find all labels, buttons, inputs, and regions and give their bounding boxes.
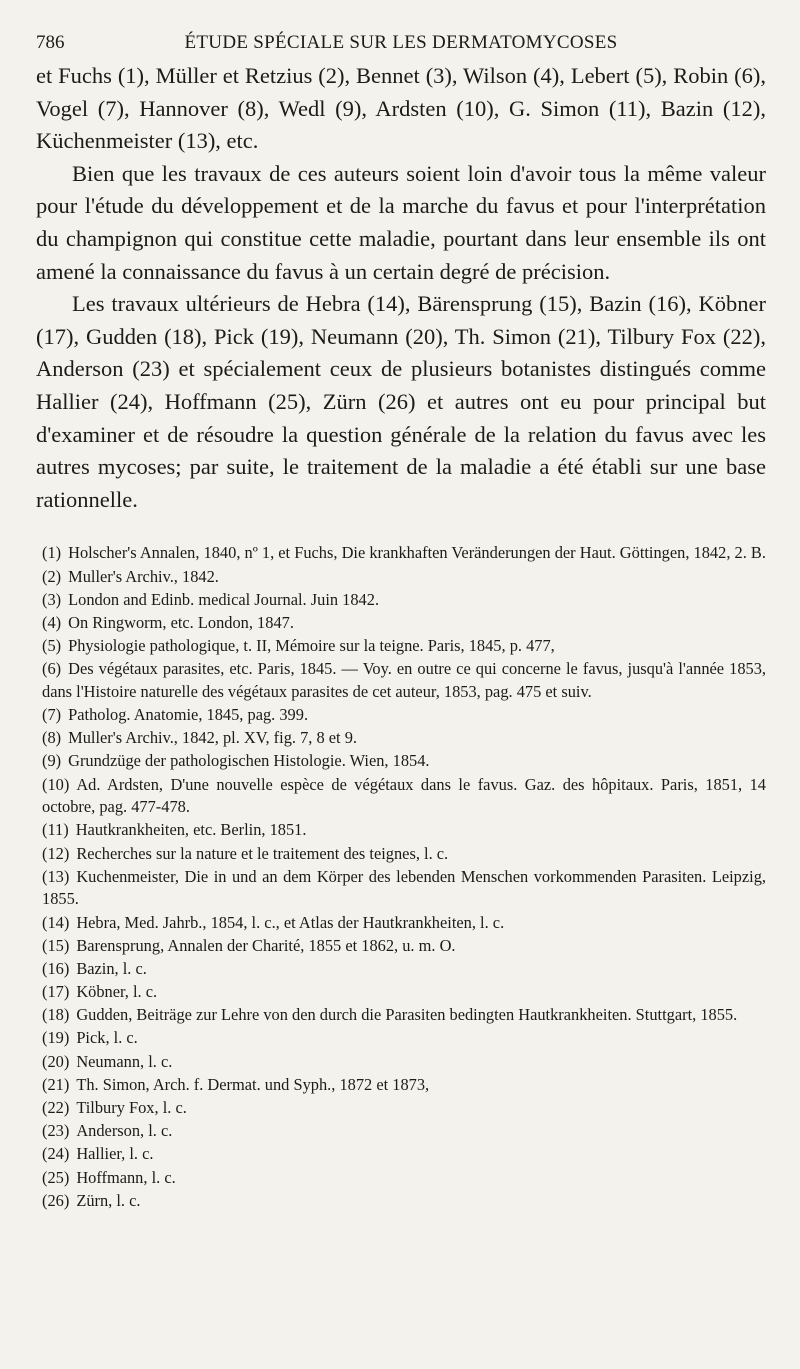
footnote-text: Patholog. Anatomie, 1845, pag. 399. [68,705,309,725]
footnote-number: (1) [42,543,62,563]
footnote [36,1027,766,1050]
footnote-number: (9) [42,751,62,771]
footnote-number: (3) [42,589,62,609]
footnote-number: (26) [42,1190,70,1210]
footnote [36,958,766,981]
paragraph: Bien que les travaux de ces auteurs soient loin d'avoir tous la même valeur pour l'étude du développement et de la marche du favus et pour l'interprétation du champignon qui constitue cette maladie, pourtant dans leur ensemble ils ont amené la connaissance du favus à un certain degré de précision. [36,160,766,284]
footnote-number: (25) [42,1167,70,1187]
footnote-number: (24) [42,1144,70,1164]
footnote-text: London and Edinb. medical Journal. Juin 1842. [68,589,380,609]
footnote [36,727,766,750]
footnote-text: Köbner, l. c. [76,982,158,1002]
footnote-number: (23) [42,1121,70,1141]
footnote-number: (19) [42,1028,70,1048]
footnote-number: (14) [42,912,70,932]
footnote-number: (5) [42,636,62,656]
footnote-number: (11) [42,820,69,840]
footnote-text: Holscher's Annalen, 1840, nº 1, et Fuchs, Die krankhaften Veränderungen der Haut. Göttingen, 1842, 2. B. [68,543,766,563]
footnote-text: Recherches sur la nature et le traitement des teignes, l. c. [76,843,449,863]
footnote [36,589,766,612]
footnote-text: Hautkrankheiten, etc. Berlin, 1851. [75,820,307,840]
footnote-number: (20) [42,1051,70,1071]
footnote [36,704,766,727]
footnote [36,1143,766,1166]
footnote-number: (8) [42,728,62,748]
footnote [36,1004,766,1027]
footnote-text: Hoffmann, l. c. [76,1167,176,1187]
footnote [36,658,766,703]
footnote-text: On Ringworm, etc. London, 1847. [68,612,294,632]
footnote [36,912,766,935]
footnote-number: (6) [42,659,62,679]
footnote [36,1167,766,1190]
page-number: 786 [36,32,65,53]
footnote [36,1190,766,1213]
footnote-text: Neumann, l. c. [76,1051,173,1071]
footnote-number: (17) [42,982,70,1002]
footnote-number: (12) [42,843,70,863]
main-text [36,60,766,516]
footnote [36,1097,766,1120]
footnote [36,981,766,1004]
footnote-text: Muller's Archiv., 1842. [68,566,219,586]
footnote-text: Muller's Archiv., 1842, pl. XV, fig. 7, 8 et 9. [68,728,357,748]
footnote-number: (2) [42,566,62,586]
footnote-text: Physiologie pathologique, t. II, Mémoire sur la teigne. Paris, 1845, p. 477, [68,636,555,656]
footnote [36,635,766,658]
footnote-number: (15) [42,935,70,955]
footnote [36,843,766,866]
footnote-text: Hallier, l. c. [76,1144,154,1164]
footnote-text: Pick, l. c. [76,1028,138,1048]
footnote-text: Des végétaux parasites, etc. Paris, 1845. — Voy. en outre ce qui concerne le favus, jusqu'à l'année 1853, dans l'Histoire naturelle des végétaux parasites de cet auteur, 1853, pag. 475 et suiv. [42,659,766,701]
footnote-number: (16) [42,958,70,978]
footnote-number: (22) [42,1098,70,1118]
footnote [36,542,766,565]
footnote [36,566,766,589]
footnote-text: Zürn, l. c. [76,1190,141,1210]
footnote-text: Grundzüge der pathologischen Histologie. Wien, 1854. [68,751,430,771]
footnote [36,750,766,773]
page [36,26,766,1213]
footnote [36,866,766,911]
footnote [36,774,766,819]
footnote-text: Kuchenmeister, Die in und an dem Körper des lebenden Menschen vorkommenden Parasiten. Leipzig, 1855. [42,866,766,909]
page-header [36,26,766,60]
running-title: ÉTUDE SPÉCIALE SUR LES DERMATOMYCOSES [184,32,618,53]
footnote-text: Gudden, Beiträge zur Lehre von den durch die Parasiten bedingten Hautkrankheiten. Stuttgart, 1855. [76,1005,738,1025]
footnote-number: (18) [42,1005,70,1025]
footnote-number: (10) [42,774,70,794]
footnote-text: Anderson, l. c. [76,1121,173,1141]
footnote-number: (4) [42,612,62,632]
footnote-number: (7) [42,705,62,725]
footnote [36,612,766,635]
footnote-text: Tilbury Fox, l. c. [76,1098,187,1118]
footnote [36,1120,766,1143]
footnote-text: Hebra, Med. Jahrb., 1854, l. c., et Atlas der Hautkrankheiten, l. c. [76,912,505,932]
footnote-number: (13) [42,866,70,886]
footnote-number: (21) [42,1074,70,1094]
footnote [36,1074,766,1097]
footnote [36,1051,766,1074]
paragraph: Les travaux ultérieurs de Hebra (14), Bärensprung (15), Bazin (16), Köbner (17), Gudden (18), Pick (19), Neumann (20), Th. Simon (21), Tilbury Fox (22), Anderson (23) et spécialement ceux de plusieurs botanistes distingués comme Hallier (24), Hoffmann (25), Zürn (26) et autres ont eu pour principal but d'examiner et de résoudre la question générale de la relation du favus avec les autres mycoses; par suite, le traitement de la maladie a été établi sur une base rationnelle. [36,291,766,512]
footnote-text: Barensprung, Annalen der Charité, 1855 et 1862, u. m. O. [76,935,456,955]
footnotes [36,542,766,1212]
footnote-text: Th. Simon, Arch. f. Dermat. und Syph., 1872 et 1873, [76,1074,430,1094]
footnote [36,819,766,842]
paragraph: et Fuchs (1), Müller et Retzius (2), Bennet (3), Wilson (4), Lebert (5), Robin (6), Vogel (7), Hannover (8), Wedl (9), Ardsten (10), G. Simon (11), Bazin (12), Küchenmeister (13), etc. [36,63,766,154]
footnote [36,935,766,958]
footnote-text: Bazin, l. c. [76,958,147,978]
footnote-text: Ad. Ardsten, D'une nouvelle espèce de végétaux dans le favus. Gaz. des hôpitaux. Paris, 1851, 14 octobre, pag. 477-478. [42,774,766,817]
